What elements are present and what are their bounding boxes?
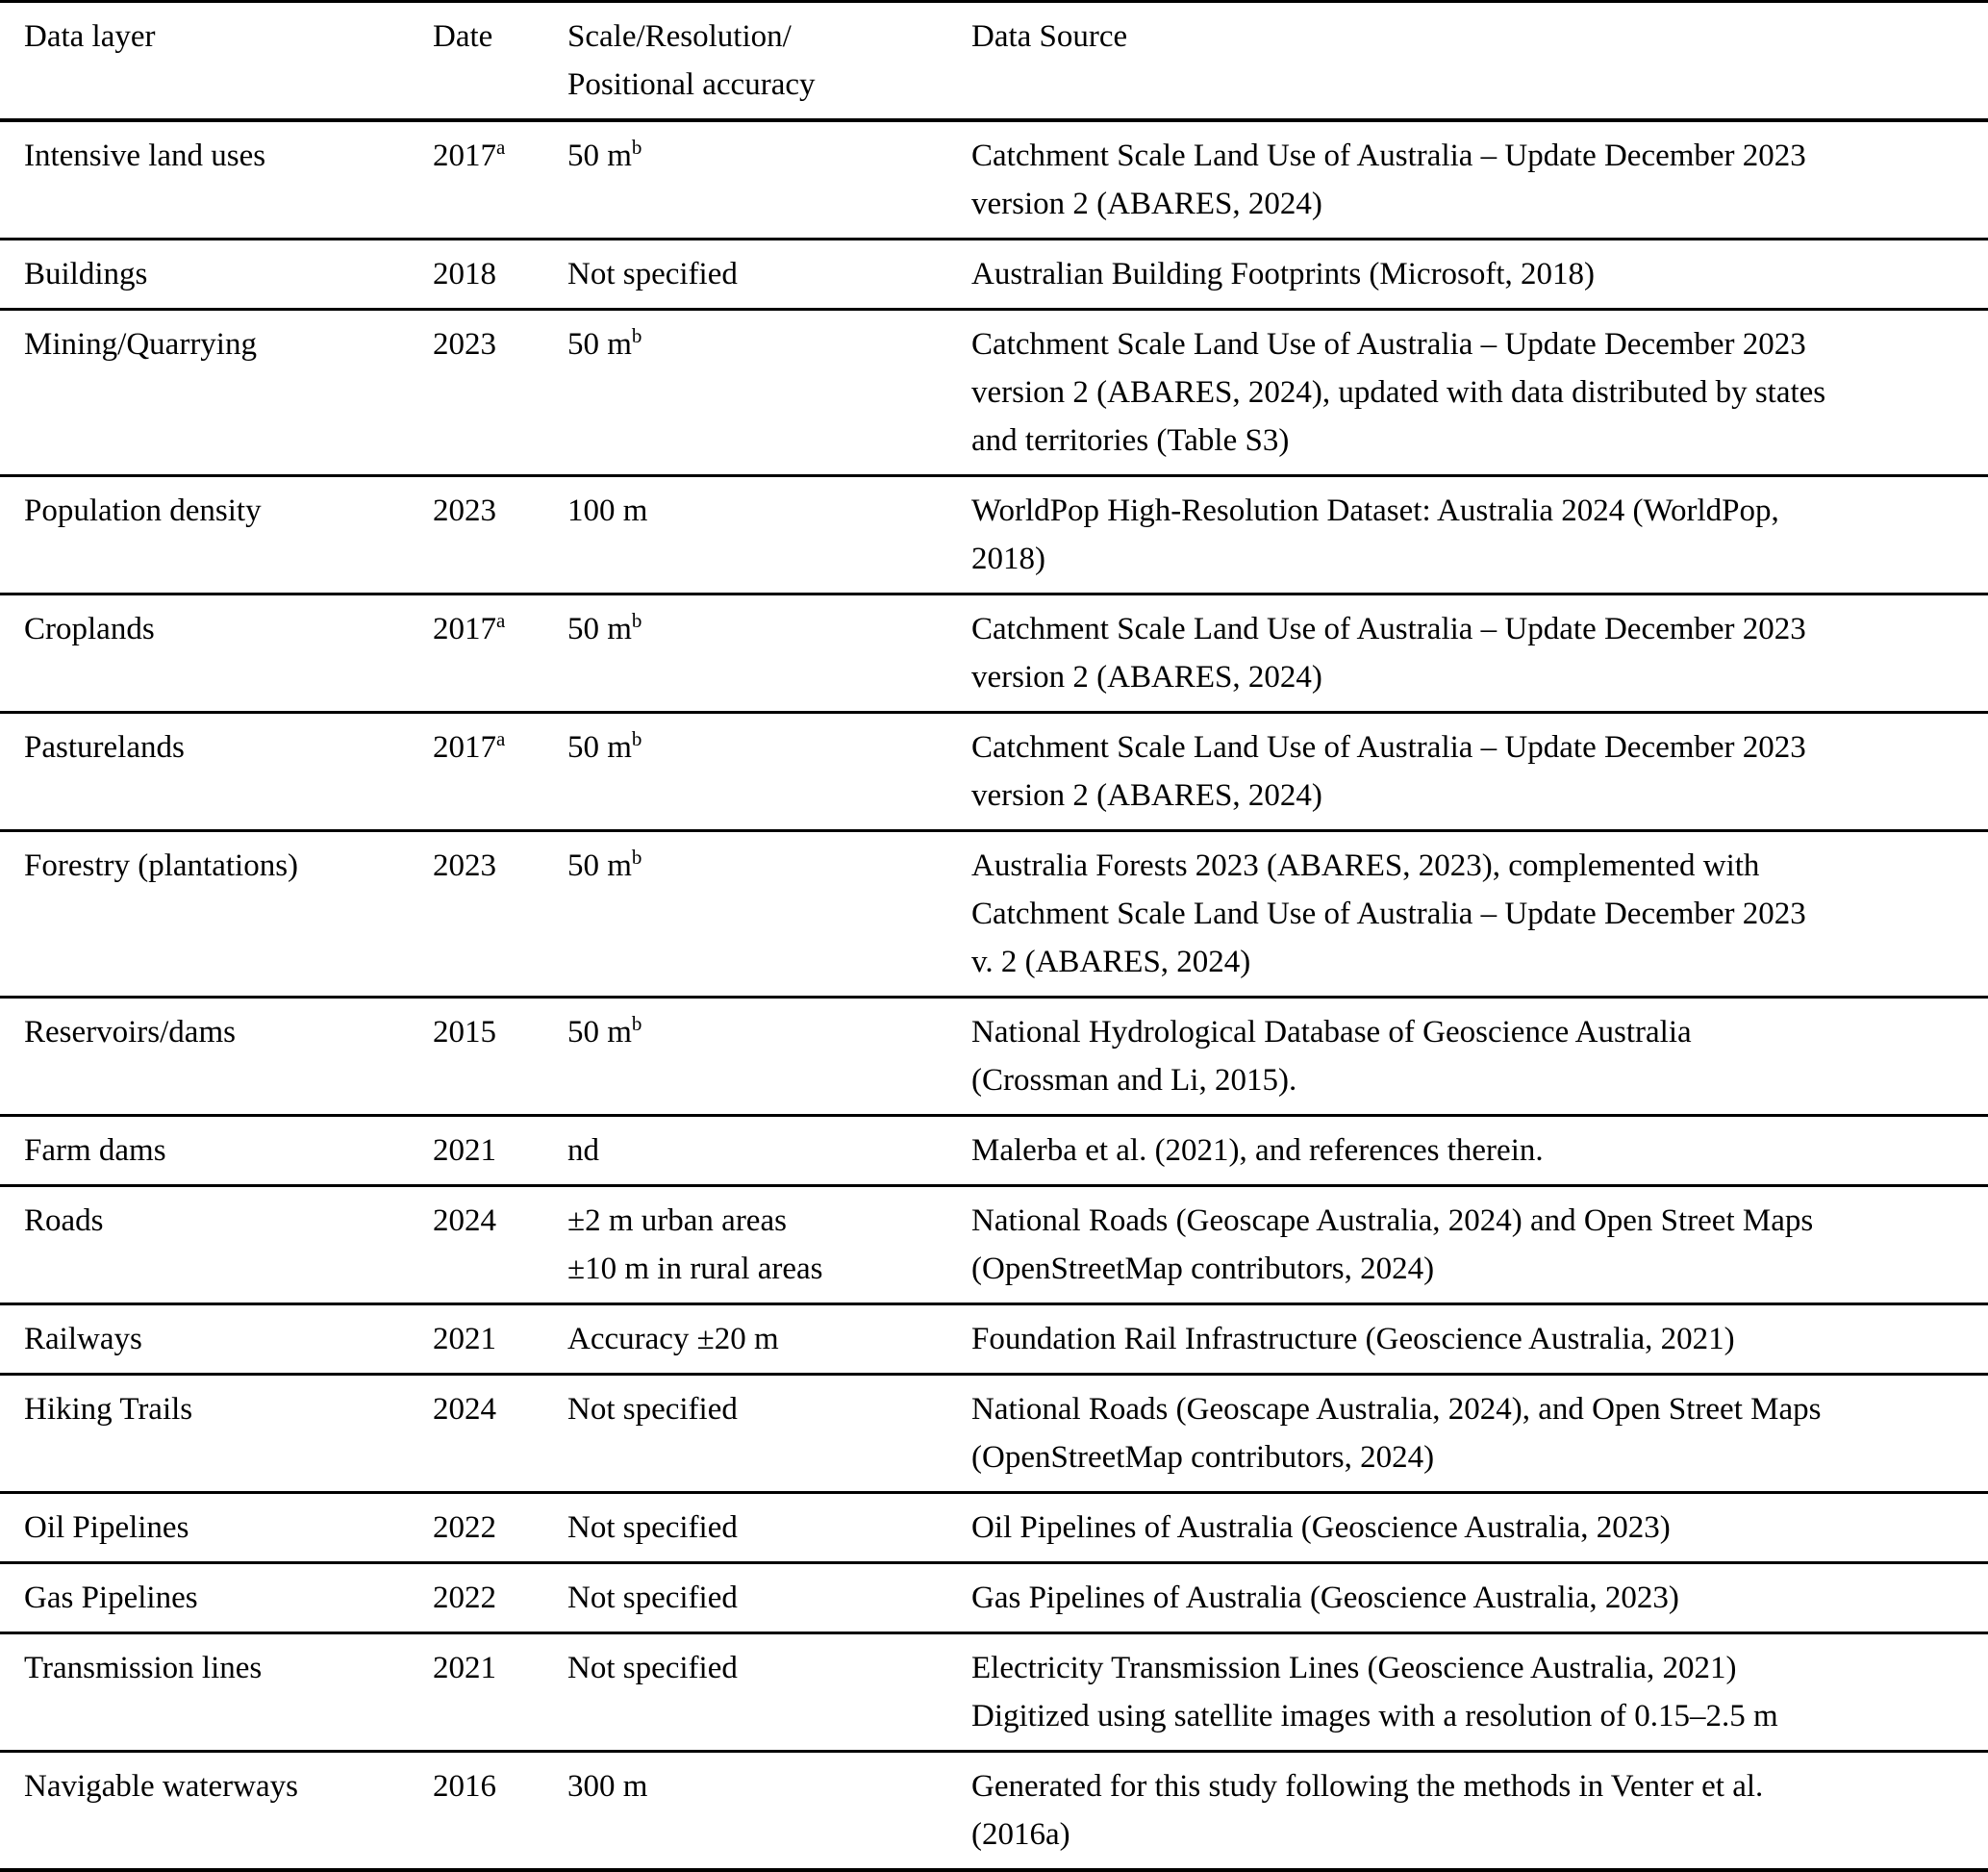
column-header-scale-line2: Positional accuracy	[567, 67, 816, 102]
source-line: v. 2 (ABARES, 2024)	[971, 945, 1251, 979]
cell-data-source	[971, 1116, 1988, 1186]
scale-line: Not specified	[567, 257, 738, 291]
source-line: (Crossman and Li, 2015).	[971, 1063, 1297, 1098]
scale-line: 100 m	[567, 493, 648, 528]
scale-footnote-marker: b	[631, 846, 642, 869]
cell-date: 2018	[433, 257, 496, 291]
source-line: Catchment Scale Land Use of Australia – Update December 2023	[971, 897, 1806, 931]
source-line: Generated for this study following the methods in Venter et al.	[971, 1769, 1764, 1804]
table-row	[0, 240, 1988, 310]
scale-line: 50 $m^b$	[567, 609, 642, 646]
source-line: Catchment Scale Land Use of Australia – Update December 2023	[971, 612, 1806, 646]
cell-date: 2017$^a$	[433, 609, 506, 646]
source-line: National Hydrological Database of Geoscience Australia	[971, 1015, 1692, 1050]
cell-data-source	[971, 713, 1988, 831]
source-line: Digitized using satellite images with a resolution of 0.15–2.5 m	[971, 1699, 1778, 1733]
scale-footnote-marker: b	[631, 136, 642, 159]
scale-line: ±10 m in rural areas	[567, 1252, 823, 1286]
scale-line: Not specified	[567, 1581, 738, 1615]
table-row	[0, 1752, 1988, 1871]
source-line: Oil Pipelines of Australia (Geoscience Australia, 2023)	[971, 1510, 1671, 1545]
scale-line: ±2 m urban areas	[567, 1203, 787, 1238]
cell-data-layer: Navigable waterways	[24, 1769, 298, 1804]
column-header-scale	[567, 2, 971, 121]
cell-scale	[567, 310, 971, 476]
cell-date: 2023	[433, 848, 496, 883]
column-header-scale-line1: Scale/Resolution/	[567, 19, 792, 54]
cell-data-source	[971, 240, 1988, 310]
cell-scale	[567, 1563, 971, 1633]
cell-scale	[567, 831, 971, 998]
source-line: National Roads (Geoscape Australia, 2024), and Open Street Maps	[971, 1392, 1822, 1427]
cell-data-source	[971, 1633, 1988, 1752]
cell-scale	[567, 998, 971, 1116]
cell-data-layer: Forestry (plantations)	[24, 848, 299, 883]
cell-data-layer: Reservoirs/dams	[24, 1015, 236, 1050]
table-row	[0, 310, 1988, 476]
source-line: Catchment Scale Land Use of Australia – Update December 2023	[971, 730, 1806, 765]
cell-data-source	[971, 1752, 1988, 1871]
cell-data-source	[971, 1304, 1988, 1375]
cell-data-layer: Transmission lines	[24, 1651, 263, 1685]
cell-date: 2017$^a$	[433, 136, 506, 173]
source-line: version 2 (ABARES, 2024)	[971, 187, 1322, 221]
source-line: (OpenStreetMap contributors, 2024)	[971, 1252, 1435, 1286]
table-row	[0, 1186, 1988, 1304]
cell-scale	[567, 1752, 971, 1871]
cell-data-layer: Railways	[24, 1322, 142, 1356]
scale-line: Accuracy ±20 m	[567, 1322, 779, 1356]
scale-line: nd	[567, 1133, 599, 1168]
table-header	[0, 2, 1988, 121]
scale-line: 50 $m^b$	[567, 727, 642, 765]
table-row	[0, 1304, 1988, 1375]
source-line: version 2 (ABARES, 2024)	[971, 778, 1322, 813]
source-line: (OpenStreetMap contributors, 2024)	[971, 1440, 1435, 1475]
table-row	[0, 476, 1988, 594]
source-line: and territories (Table S3)	[971, 423, 1290, 458]
cell-scale	[567, 1493, 971, 1563]
cell-scale	[567, 1304, 971, 1375]
table-row	[0, 1633, 1988, 1752]
table-header-row	[0, 2, 1988, 121]
table-row	[0, 1375, 1988, 1493]
cell-data-layer: Gas Pipelines	[24, 1581, 198, 1615]
cell-date: 2017$^a$	[433, 727, 506, 765]
cell-data-source	[971, 120, 1988, 240]
source-line: version 2 (ABARES, 2024)	[971, 660, 1322, 695]
cell-data-layer: Croplands	[24, 612, 155, 646]
source-line: Australia Forests 2023 (ABARES, 2023), complemented with	[971, 848, 1760, 883]
cell-data-layer: Pasturelands	[24, 730, 185, 765]
cell-data-source	[971, 831, 1988, 998]
table-row	[0, 1563, 1988, 1633]
cell-data-source	[971, 1186, 1988, 1304]
cell-data-layer: Roads	[24, 1203, 104, 1238]
cell-data-layer: Farm dams	[24, 1133, 166, 1168]
cell-scale	[567, 1633, 971, 1752]
table-row	[0, 713, 1988, 831]
cell-data-source	[971, 310, 1988, 476]
scale-line: Not specified	[567, 1510, 738, 1545]
scale-footnote-marker: b	[631, 609, 642, 632]
cell-date: 2021	[433, 1133, 496, 1168]
cell-date: 2022	[433, 1510, 496, 1545]
source-line: Malerba et al. (2021), and references therein.	[971, 1133, 1544, 1168]
source-line: Catchment Scale Land Use of Australia – Update December 2023	[971, 139, 1806, 173]
source-line: version 2 (ABARES, 2024), updated with data distributed by states	[971, 375, 1826, 410]
scale-line: Not specified	[567, 1392, 738, 1427]
cell-scale	[567, 594, 971, 713]
cell-data-layer: Hiking Trails	[24, 1392, 193, 1427]
scale-line: 50 $m^b$	[567, 324, 642, 362]
cell-date: 2023	[433, 327, 496, 362]
table-row	[0, 831, 1988, 998]
source-line: WorldPop High-Resolution Dataset: Australia 2024 (WorldPop,	[971, 493, 1779, 528]
column-header-date: Date	[433, 2, 567, 121]
scale-footnote-marker: b	[631, 727, 642, 750]
column-header-data-layer: Data layer	[0, 2, 433, 121]
cell-date: 2021	[433, 1651, 496, 1685]
column-header-data-source: Data Source	[971, 2, 1988, 121]
cell-date: 2015	[433, 1015, 496, 1050]
date-footnote-marker: a	[496, 727, 506, 750]
scale-footnote-marker: b	[631, 324, 642, 347]
cell-scale	[567, 1116, 971, 1186]
table-body	[0, 120, 1988, 1870]
cell-data-layer: Buildings	[24, 257, 148, 291]
cell-data-source	[971, 476, 1988, 594]
source-line: Electricity Transmission Lines (Geoscience Australia, 2021)	[971, 1651, 1737, 1685]
date-footnote-marker: a	[496, 136, 506, 159]
source-line: Catchment Scale Land Use of Australia – Update December 2023	[971, 327, 1806, 362]
scale-line: 50 $m^b$	[567, 136, 642, 173]
table-row	[0, 120, 1988, 240]
source-line: 2018)	[971, 542, 1045, 576]
table-row	[0, 998, 1988, 1116]
scale-line: Not specified	[567, 1651, 738, 1685]
cell-data-source	[971, 998, 1988, 1116]
cell-scale	[567, 1186, 971, 1304]
cell-date: 2024	[433, 1392, 496, 1427]
cell-data-source	[971, 1375, 1988, 1493]
scale-line: 300 m	[567, 1769, 648, 1804]
cell-date: 2022	[433, 1581, 496, 1615]
scale-footnote-marker: b	[631, 1012, 642, 1035]
source-line: Australian Building Footprints (Microsoft, 2018)	[971, 257, 1596, 291]
source-line: (2016a)	[971, 1817, 1070, 1852]
cell-scale	[567, 1375, 971, 1493]
cell-date: 2021	[433, 1322, 496, 1356]
date-footnote-marker: a	[496, 609, 506, 632]
table-row	[0, 594, 1988, 713]
cell-date: 2016	[433, 1769, 496, 1804]
cell-data-layer: Intensive land uses	[24, 139, 266, 173]
source-line: National Roads (Geoscape Australia, 2024) and Open Street Maps	[971, 1203, 1814, 1238]
cell-scale	[567, 713, 971, 831]
cell-date: 2024	[433, 1203, 496, 1238]
scale-line: 50 $m^b$	[567, 846, 642, 883]
cell-scale	[567, 476, 971, 594]
cell-data-source	[971, 594, 1988, 713]
cell-scale	[567, 120, 971, 240]
source-line: Gas Pipelines of Australia (Geoscience Australia, 2023)	[971, 1581, 1679, 1615]
scale-line: 50 $m^b$	[567, 1012, 642, 1050]
cell-date: 2023	[433, 493, 496, 528]
table-row	[0, 1116, 1988, 1186]
source-line: Foundation Rail Infrastructure (Geoscience Australia, 2021)	[971, 1322, 1735, 1356]
cell-data-source	[971, 1563, 1988, 1633]
cell-data-source	[971, 1493, 1988, 1563]
cell-scale	[567, 240, 971, 310]
table-row	[0, 1493, 1988, 1563]
cell-data-layer: Mining/Quarrying	[24, 327, 257, 362]
cell-data-layer: Population density	[24, 493, 262, 528]
cell-data-layer: Oil Pipelines	[24, 1510, 189, 1545]
